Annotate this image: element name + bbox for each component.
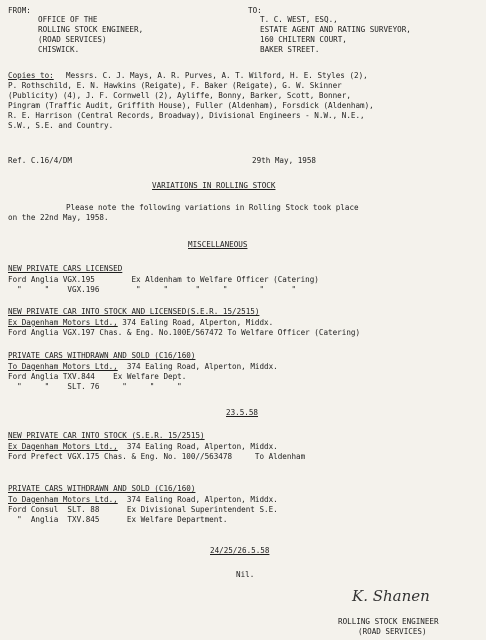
s2-line: Ford Anglia VGX.197 Chas. & Eng. No.100E/567472 To Welfare Officer (Catering) bbox=[8, 328, 361, 337]
from-line-1: OFFICE OF THE bbox=[38, 15, 98, 24]
from-line-3: (ROAD SERVICES) bbox=[38, 35, 107, 44]
s3-company-line bbox=[8, 362, 278, 372]
s2-company: Ex Dagenham Motors Ltd., bbox=[8, 318, 118, 327]
s3-line-2: " " SLT. 76 " " " bbox=[8, 382, 182, 391]
s5-address: 374 Ealing Road, Alperton, Middx. bbox=[117, 495, 278, 504]
s2-address: 374 Ealing Road, Alperton, Middx. bbox=[117, 318, 274, 327]
copies-label: Copies to: bbox=[8, 71, 54, 80]
from-line-4: CHISWICK. bbox=[38, 45, 80, 54]
s5-company: To Dagenham Motors Ltd., bbox=[8, 495, 118, 504]
misc-heading: MISCELLANEOUS bbox=[188, 240, 248, 249]
s4-company: Ex Dagenham Motors Ltd., bbox=[8, 442, 118, 451]
reference: Ref. C.16/4/DM bbox=[8, 156, 73, 165]
to-line-2: ESTATE AGENT AND RATING SURVEYOR, bbox=[260, 25, 411, 34]
s2-heading: NEW PRIVATE CAR INTO STOCK AND LICENSED(S.E.R. 15/2515) bbox=[8, 307, 260, 316]
letter-date: 29th May, 1958 bbox=[252, 156, 317, 165]
to-line-4: BAKER STREET. bbox=[260, 45, 320, 54]
copies-line-6: S.W., S.E. and Country. bbox=[8, 121, 114, 130]
from-line-2: ROLLING STOCK ENGINEER, bbox=[38, 25, 144, 34]
to-label: TO: bbox=[248, 6, 262, 15]
s3-company: To Dagenham Motors Ltd., bbox=[8, 362, 118, 371]
s4-heading: NEW PRIVATE CAR INTO STOCK (S.E.R. 15/2515) bbox=[8, 431, 205, 440]
copies-line-2: P. Rothschild, E. N. Hawkins (Reigate), F. Baker (Reigate), G. W. Skinner bbox=[8, 81, 342, 90]
s1-heading: NEW PRIVATE CARS LICENSED bbox=[8, 264, 123, 273]
s4-address: 374 Ealing Road, Alperton, Middx. bbox=[117, 442, 278, 451]
intro-line-2: on the 22nd May, 1958. bbox=[8, 213, 109, 222]
date-heading-24-26: 24/25/26.5.58 bbox=[210, 546, 270, 555]
to-line-3: 160 CHILTERN COURT, bbox=[260, 35, 347, 44]
copies-line-4: Pingram (Traffic Audit, Griffith House), Fuller (Aldenham), Forsdick (Aldenham), bbox=[8, 101, 374, 110]
nil-text: Nil. bbox=[236, 570, 255, 579]
copies-line-1: Messrs. C. J. Mays, A. R. Purves, A. T. Wilford, H. E. Styles (2), bbox=[66, 71, 368, 80]
s4-line: Ford Prefect VGX.175 Chas. & Eng. No. 100//563478 To Aldenham bbox=[8, 452, 306, 461]
s5-line-2: " Anglia TXV.845 Ex Welfare Department. bbox=[8, 515, 228, 524]
s3-address: 374 Ealing Road, Alperton, Middx. bbox=[117, 362, 278, 371]
document-title: VARIATIONS IN ROLLING STOCK bbox=[152, 181, 276, 190]
signature-subtitle: (ROAD SERVICES) bbox=[358, 627, 427, 636]
s5-heading: PRIVATE CARS WITHDRAWN AND SOLD (C16/160) bbox=[8, 484, 196, 493]
copies-line-5: R. E. Harrison (Central Records, Broadway), Divisional Engineers - N.W., N.E., bbox=[8, 111, 365, 120]
intro-line-1: Please note the following variations in Rolling Stock took place bbox=[66, 203, 359, 212]
date-heading-23: 23.5.58 bbox=[226, 408, 259, 417]
signature-title: ROLLING STOCK ENGINEER bbox=[338, 617, 439, 626]
s3-line-1: Ford Anglia TXV.844 Ex Welfare Dept. bbox=[8, 372, 187, 381]
copies-line-3: (Publicity) (4), J. F. Cornwell (2), Ayliffe, Bonny, Barker, Scott, Bonner, bbox=[8, 91, 351, 100]
s1-line-2: " " VGX.196 " " " " " " bbox=[8, 285, 297, 294]
s5-line-1: Ford Consul SLT. 88 Ex Divisional Superintendent S.E. bbox=[8, 505, 278, 514]
to-line-1: T. C. WEST, ESQ., bbox=[260, 15, 338, 24]
signature-scrawl: K. Shanen bbox=[352, 587, 430, 605]
s5-company-line bbox=[8, 495, 278, 505]
s2-company-line bbox=[8, 318, 273, 328]
s4-company-line bbox=[8, 442, 278, 452]
from-label: FROM: bbox=[8, 6, 31, 15]
s3-heading: PRIVATE CARS WITHDRAWN AND SOLD (C16/160) bbox=[8, 351, 196, 360]
s1-line-1: Ford Anglia VGX.195 Ex Aldenham to Welfare Officer (Catering) bbox=[8, 275, 319, 284]
